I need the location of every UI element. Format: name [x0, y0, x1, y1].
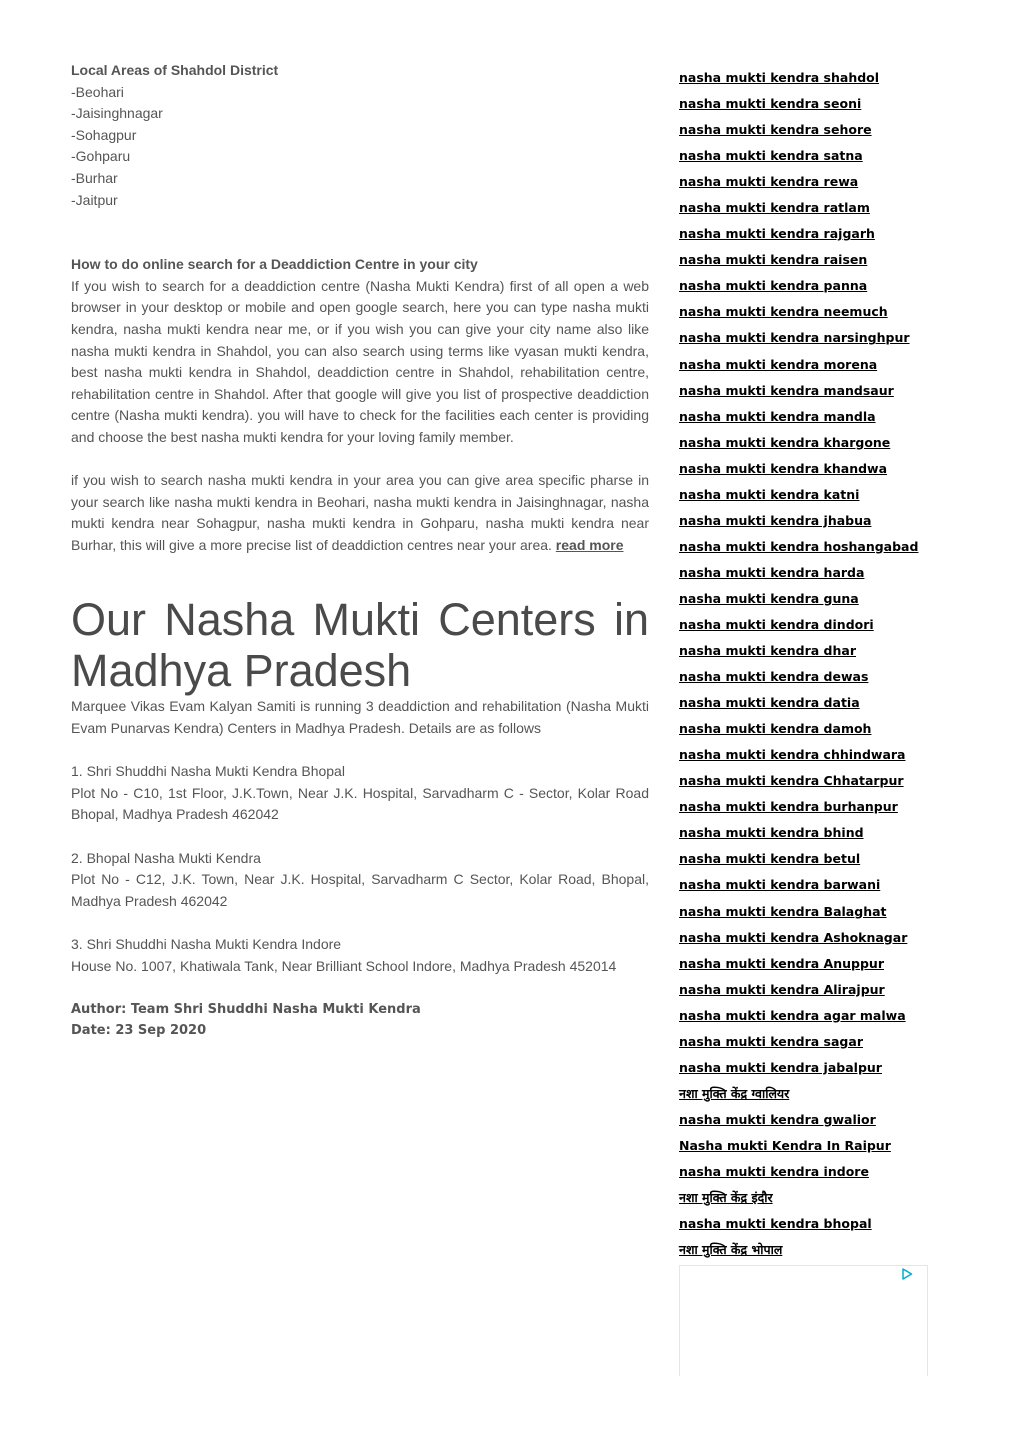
main-content	[71, 60, 649, 1042]
center-address: Plot No - C12, J.K. Town, Near J.K. Hospital, Sarvadharm C Sector, Kolar Road, Bhopal, Madhya Pradesh 462042	[71, 871, 649, 909]
sidebar-link[interactable]: nasha mukti kendra satna	[679, 148, 863, 164]
sidebar-link[interactable]: नशा मुक्ति केंद्र ग्वालियर	[679, 1085, 790, 1101]
sidebar-link[interactable]: nasha mukti kendra katni	[679, 486, 860, 502]
sidebar-link[interactable]: Nasha mukti Kendra In Raipur	[679, 1137, 891, 1153]
sidebar-link[interactable]: नशा मुक्ति केंद्र इंदौर	[679, 1190, 773, 1206]
sidebar-link[interactable]: nasha mukti kendra guna	[679, 590, 859, 606]
local-areas-list	[71, 82, 649, 212]
sidebar-link[interactable]: नशा मुक्ति केंद्र भोपाल	[679, 1242, 783, 1258]
sidebar-link[interactable]: nasha mukti kendra barwani	[679, 877, 881, 893]
sidebar-link[interactable]: nasha mukti kendra shahdol	[679, 70, 880, 85]
sidebar-link[interactable]: nasha mukti kendra neemuch	[679, 304, 888, 320]
sidebar-link[interactable]: nasha mukti kendra chhindwara	[679, 747, 906, 763]
local-area-item: -Jaitpur	[71, 191, 118, 208]
sidebar-link[interactable]: nasha mukti kendra rajgarh	[679, 226, 875, 242]
center-name: 2. Bhopal Nasha Mukti Kendra	[71, 849, 261, 866]
sidebar-links	[679, 66, 939, 1264]
sidebar-link[interactable]: nasha mukti kendra Balaghat	[679, 903, 887, 919]
centers-heading: Our Nasha Mukti Centers in Madhya Pradesh	[71, 594, 649, 697]
local-area-item: -Gohparu	[71, 148, 131, 165]
local-areas-title: Local Areas of Shahdol District	[71, 62, 279, 78]
sidebar-link[interactable]: nasha mukti kendra morena	[679, 356, 878, 372]
sidebar-link[interactable]: nasha mukti kendra hoshangabad	[679, 538, 919, 554]
center-name: 1. Shri Shuddhi Nasha Mukti Kendra Bhopal	[71, 763, 345, 780]
sidebar-link[interactable]: nasha mukti kendra narsinghpur	[679, 330, 910, 346]
sidebar-link[interactable]: nasha mukti kendra sagar	[679, 1033, 863, 1049]
adchoices-play-icon[interactable]	[901, 1268, 913, 1280]
search-paragraph: If you wish to search for a deaddiction centre (Nasha Mukti Kendra) first of all open a web browser in your desktop or mobile and open google search, here you can type nasha mukti kendra, nasha mukti kendra near me, or if you wish you can give your city name also like nasha mukti kendra in Shahdol, you can also search using terms like vyasan mukti kendra, best nasha mukti kendra in Shahdol, deaddiction centre in Shahdol, rehabilitation centre, rehabilitation centre in Shahdol. After that google will give you list of prospective deaddiction centre (Nasha mukti kendra). you will have to check for the facilities each center is providing and choose the best nasha mukti kendra for your loving family member.	[71, 277, 649, 445]
sidebar-link[interactable]: nasha mukti kendra sehore	[679, 122, 872, 138]
sidebar-link[interactable]: nasha mukti kendra burhanpur	[679, 799, 898, 815]
center-address: Plot No - C10, 1st Floor, J.K.Town, Near J.K. Hospital, Sarvadharm C - Sector, Kolar Road Bhopal, Madhya Pradesh 462042	[71, 784, 649, 823]
sidebar-link[interactable]: nasha mukti kendra khargone	[679, 434, 891, 450]
area-search-text: if you wish to search nasha mukti kendra in your area you can give area specific pharse in your search like nasha mukti kendra in Beohari, nasha mukti kendra in Jaisinghnagar, nasha mukti kendra near Sohagpur, nasha mukti kendra in Gohparu, nasha mukti kendra near Burhar, this will give a more precise list of deaddiction centres near your area.	[71, 472, 649, 553]
sidebar-link[interactable]: nasha mukti kendra gwalior	[679, 1111, 876, 1127]
sidebar-link[interactable]: nasha mukti kendra panna	[679, 278, 868, 294]
search-section-title: How to do online search for a Deaddiction Centre in your city	[71, 256, 478, 273]
sidebar-link[interactable]: nasha mukti kendra mandsaur	[679, 382, 894, 398]
sidebar-link[interactable]: nasha mukti kendra mandla	[679, 408, 876, 424]
read-more-link[interactable]: read more	[555, 536, 624, 553]
sidebar-link[interactable]: nasha mukti kendra damoh	[679, 721, 872, 737]
sidebar-link[interactable]: nasha mukti kendra dewas	[679, 669, 869, 685]
sidebar-link[interactable]: nasha mukti kendra agar malwa	[679, 1007, 906, 1023]
sidebar-link[interactable]: nasha mukti kendra jabalpur	[679, 1059, 882, 1075]
center-name: 3. Shri Shuddhi Nasha Mukti Kendra Indore	[71, 936, 342, 952]
ad-frame[interactable]	[679, 1265, 928, 1376]
sidebar-link[interactable]: nasha mukti kendra jhabua	[679, 512, 872, 528]
sidebar-link[interactable]: nasha mukti kendra bhopal	[679, 1216, 872, 1232]
sidebar-link[interactable]: nasha mukti kendra ratlam	[679, 200, 870, 216]
sidebar-link[interactable]: nasha mukti kendra betul	[679, 851, 861, 867]
local-area-item: -Sohagpur	[71, 126, 137, 143]
sidebar-link[interactable]: nasha mukti kendra dindori	[679, 616, 874, 632]
date-line: Date: 23 Sep 2020	[71, 1023, 207, 1039]
sidebar-link[interactable]: nasha mukti kendra Alirajpur	[679, 981, 885, 997]
sidebar-link[interactable]: nasha mukti kendra raisen	[679, 252, 868, 268]
sidebar-link[interactable]: nasha mukti kendra seoni	[679, 96, 862, 112]
sidebar-link[interactable]: nasha mukti kendra Chhatarpur	[679, 773, 904, 789]
sidebar-link[interactable]: nasha mukti kendra khandwa	[679, 460, 888, 476]
sidebar-link[interactable]: nasha mukti kendra harda	[679, 564, 865, 580]
sidebar-link[interactable]: nasha mukti kendra datia	[679, 695, 860, 711]
sidebar-link[interactable]: nasha mukti kendra Ashoknagar	[679, 929, 908, 945]
centers-intro: Marquee Vikas Evam Kalyan Samiti is running 3 deaddiction and rehabilitation (Nasha Mukti Evam Punarvas Kendra) Centers in Madhya Pradesh. Details are as follows	[71, 698, 649, 737]
area-search-paragraph	[71, 470, 649, 556]
local-area-item: -Burhar	[71, 169, 118, 186]
sidebar-link[interactable]: nasha mukti kendra rewa	[679, 174, 859, 190]
sidebar-link[interactable]: nasha mukti kendra indore	[679, 1163, 869, 1179]
sidebar-link[interactable]: nasha mukti kendra dhar	[679, 643, 857, 659]
local-area-item: -Jaisinghnagar	[71, 105, 163, 122]
center-address: House No. 1007, Khatiwala Tank, Near Brilliant School Indore, Madhya Pradesh 452014	[71, 957, 617, 974]
local-area-item: -Beohari	[71, 83, 124, 100]
sidebar-link[interactable]: nasha mukti kendra Anuppur	[679, 955, 884, 971]
sidebar-link[interactable]: nasha mukti kendra bhind	[679, 825, 864, 841]
author-line: Author: Team Shri Shuddhi Nasha Mukti Kendra	[71, 1001, 421, 1017]
